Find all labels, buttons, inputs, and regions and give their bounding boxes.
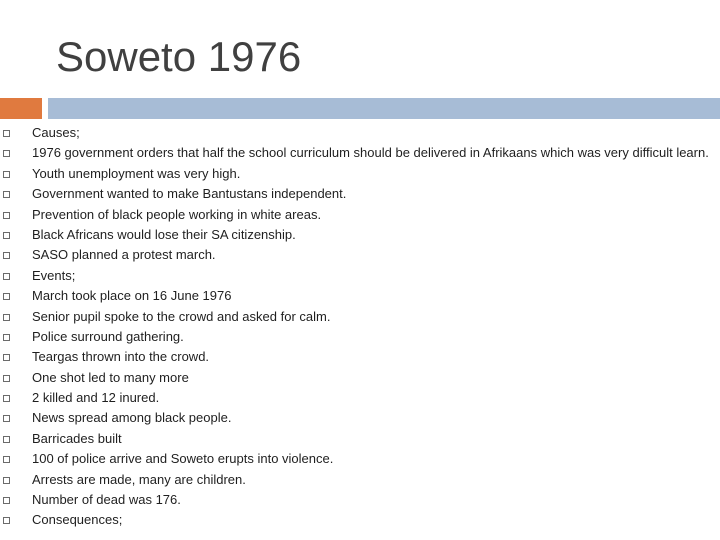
hollow-square-bullet-icon	[3, 415, 10, 422]
bullet-text: Barricades built	[32, 430, 122, 446]
bullet-text: 100 of police arrive and Soweto erupts into violence.	[32, 451, 334, 467]
bullet-item	[0, 432, 720, 445]
hollow-square-bullet-icon	[3, 293, 10, 300]
bullet-item	[0, 493, 720, 506]
bullet-item	[0, 146, 720, 159]
bullet-item	[0, 289, 720, 302]
hollow-square-bullet-icon	[3, 334, 10, 341]
bullet-text: Youth unemployment was very high.	[32, 165, 241, 181]
bullet-text: Senior pupil spoke to the crowd and asked for calm.	[32, 308, 331, 324]
bullet-text: Causes;	[32, 125, 80, 140]
bullet-item	[0, 452, 720, 465]
bullet-text: 2 killed and 12 inured.	[32, 390, 160, 406]
bullet-item	[0, 473, 720, 486]
hollow-square-bullet-icon	[3, 212, 10, 219]
hollow-square-bullet-icon	[3, 314, 10, 321]
bullet-text: Government wanted to make Bantustans independent.	[32, 186, 347, 202]
bullet-item	[0, 391, 720, 404]
hollow-square-bullet-icon	[3, 456, 10, 463]
bullet-text: 1976 government orders that half the school curriculum should be delivered in Afrikaans which was very difficult learn.	[32, 145, 709, 161]
hollow-square-bullet-icon	[3, 171, 10, 178]
bullet-item	[0, 228, 720, 241]
bullet-text: Number of dead was 176.	[32, 492, 181, 508]
bullet-item	[0, 126, 720, 139]
bullet-item	[0, 411, 720, 424]
hollow-square-bullet-icon	[3, 517, 10, 524]
hollow-square-bullet-icon	[3, 252, 10, 259]
bullet-item	[0, 310, 720, 323]
bullet-item	[0, 269, 720, 282]
bullet-item	[0, 330, 720, 343]
hollow-square-bullet-icon	[3, 150, 10, 157]
bullet-item	[0, 371, 720, 384]
bullet-text: Black Africans would lose their SA citizenship.	[32, 226, 296, 242]
bullet-text: Events;	[32, 267, 76, 283]
bullet-text: Police surround gathering.	[32, 328, 184, 344]
bullet-text: SASO planned a protest march.	[32, 247, 216, 263]
bullet-item	[0, 187, 720, 200]
bullet-text: Arrests are made, many are children.	[32, 471, 246, 487]
bullet-item	[0, 513, 720, 526]
bullet-item	[0, 208, 720, 221]
bullet-text: Prevention of black people working in white areas.	[32, 206, 322, 222]
hollow-square-bullet-icon	[3, 395, 10, 402]
bullet-item	[0, 167, 720, 180]
bullet-text: March took place on 16 June 1976	[32, 288, 232, 304]
bullet-text: News spread among black people.	[32, 410, 232, 426]
hollow-square-bullet-icon	[3, 375, 10, 382]
hollow-square-bullet-icon	[3, 477, 10, 484]
hollow-square-bullet-icon	[3, 232, 10, 239]
hollow-square-bullet-icon	[3, 354, 10, 361]
bullet-item	[0, 248, 720, 261]
bullet-text: One shot led to many more	[32, 369, 189, 385]
hollow-square-bullet-icon	[3, 436, 10, 443]
blue-accent-bar	[48, 98, 720, 119]
bullet-text: Teargas thrown into the crowd.	[32, 349, 210, 365]
orange-accent-bar	[0, 98, 42, 119]
hollow-square-bullet-icon	[3, 273, 10, 280]
hollow-square-bullet-icon	[3, 497, 10, 504]
bullet-text: Consequences;	[32, 512, 123, 528]
slide-title: Soweto 1976	[56, 33, 302, 80]
bullet-list	[0, 126, 720, 534]
hollow-square-bullet-icon	[3, 191, 10, 198]
bullet-item	[0, 350, 720, 363]
hollow-square-bullet-icon	[3, 130, 10, 137]
